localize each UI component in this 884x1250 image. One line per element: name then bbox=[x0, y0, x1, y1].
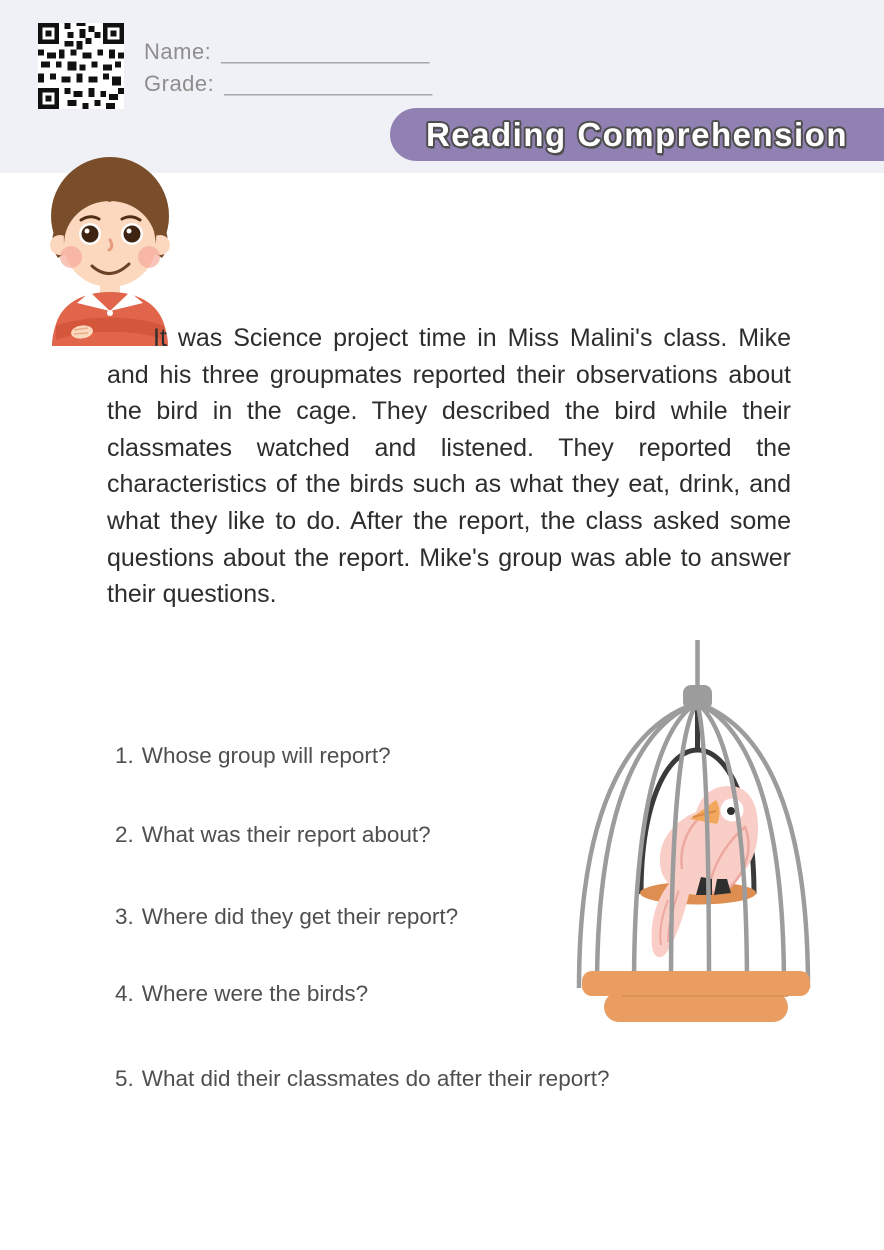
reading-passage bbox=[107, 320, 791, 613]
name-row bbox=[144, 36, 432, 68]
question-2-number: 2. bbox=[115, 822, 134, 847]
question-3-text: Where did they get their report? bbox=[141, 904, 459, 929]
question-4-text: Where were the birds? bbox=[141, 981, 369, 1006]
qr-code-icon bbox=[38, 23, 124, 109]
grade-field[interactable]: _________________ bbox=[224, 71, 433, 96]
grade-row bbox=[144, 68, 432, 100]
question-4-number: 4. bbox=[115, 981, 134, 1006]
question-2-text: What was their report about? bbox=[141, 822, 431, 847]
name-field[interactable]: _________________ bbox=[221, 39, 430, 64]
question-1-number: 1. bbox=[115, 743, 134, 768]
question-4 bbox=[115, 981, 368, 1007]
question-2 bbox=[115, 822, 431, 848]
grade-label: Grade: bbox=[144, 71, 215, 96]
question-3 bbox=[115, 904, 458, 930]
passage-text: It was Science project time in Miss Malini's class. Mike and his three groupmates reported their observations about the bird in the cage. They described the bird while their classmates watched and listened. They reported the characteristics of the birds such as what they eat, drink, and what they like to do. After the report, the class asked some questions about the report. Mike's group was able to answer their questions. bbox=[107, 324, 791, 609]
question-5-number: 5. bbox=[115, 1066, 134, 1091]
question-1 bbox=[115, 743, 391, 769]
student-info-fields bbox=[144, 36, 432, 100]
question-1-text: Whose group will report? bbox=[141, 743, 391, 768]
name-label: Name: bbox=[144, 39, 212, 64]
question-5 bbox=[115, 1066, 609, 1092]
birdcage-illustration bbox=[556, 640, 822, 1032]
question-5-text: What did their classmates do after their report? bbox=[141, 1066, 610, 1091]
question-3-number: 3. bbox=[115, 904, 134, 929]
title-banner bbox=[390, 108, 884, 161]
boy-illustration bbox=[26, 140, 192, 346]
page-title: Reading Comprehension bbox=[425, 115, 849, 153]
